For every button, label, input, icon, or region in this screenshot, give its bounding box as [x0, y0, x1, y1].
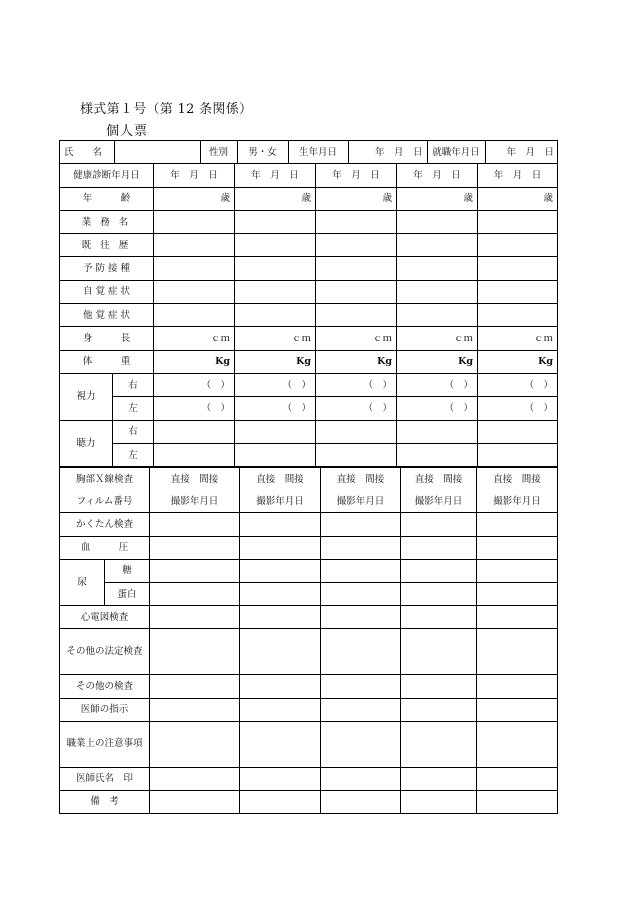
- personal-record-upper-table: [59, 140, 558, 467]
- history-row: [60, 234, 558, 257]
- remarks-cell[interactable]: [240, 790, 321, 813]
- other-legal-exam-cell[interactable]: [477, 629, 558, 675]
- remarks-cell[interactable]: [321, 790, 401, 813]
- subjective-symptoms-cell[interactable]: [316, 280, 397, 303]
- other-exam-label: その他の検査: [60, 675, 150, 698]
- ecg-row: [60, 606, 558, 629]
- sputum-row: [60, 513, 558, 536]
- weight-cell[interactable]: Kg: [397, 350, 478, 373]
- history-label: 既 往 歴: [60, 234, 154, 257]
- blood-pressure-cell[interactable]: [477, 536, 558, 559]
- vaccination-label: 予 防 接 種: [60, 257, 154, 280]
- job-cell[interactable]: [154, 210, 235, 233]
- sex-options[interactable]: 男・女: [237, 141, 288, 163]
- xray-method-cell[interactable]: 直接 間接: [401, 468, 477, 491]
- height-cell[interactable]: ｃｍ: [235, 327, 316, 350]
- name-row: [60, 141, 558, 164]
- other-legal-exam-cell[interactable]: [240, 629, 321, 675]
- height-label: 身 長: [60, 327, 154, 350]
- blood-pressure-cell[interactable]: [150, 536, 240, 559]
- birth-date-label: 生年月日: [288, 141, 348, 163]
- history-cell[interactable]: [316, 234, 397, 257]
- subjective-symptoms-label: 自 覚 症 状: [60, 280, 154, 303]
- remarks-cell[interactable]: [477, 790, 558, 813]
- vision-left-cell[interactable]: （ ）: [397, 397, 478, 420]
- job-cell[interactable]: [397, 210, 478, 233]
- history-cell[interactable]: [235, 234, 316, 257]
- doctor-name-cell[interactable]: [150, 767, 240, 790]
- hearing-left-cell[interactable]: [478, 443, 558, 466]
- age-cell[interactable]: 歳: [154, 187, 235, 210]
- ecg-cell[interactable]: [240, 606, 321, 629]
- vision-left-cell[interactable]: （ ）: [154, 397, 235, 420]
- work-notes-label: 職業上の注意事項: [60, 721, 150, 767]
- work-notes-cell[interactable]: [477, 721, 558, 767]
- height-cell[interactable]: ｃｍ: [397, 327, 478, 350]
- work-notes-cell[interactable]: [240, 721, 321, 767]
- other-legal-exam-row: [60, 629, 558, 675]
- weight-cell[interactable]: Kg: [316, 350, 397, 373]
- vaccination-cell[interactable]: [235, 257, 316, 280]
- vision-group: [60, 373, 154, 420]
- exam-date-row: [60, 164, 558, 187]
- vision-right-row: [60, 373, 558, 396]
- sputum-label: かくたん検査: [60, 513, 150, 536]
- sputum-cell[interactable]: [150, 513, 240, 536]
- subjective-symptoms-cell[interactable]: [154, 280, 235, 303]
- other-exam-cell[interactable]: [240, 675, 321, 698]
- vision-label: 視力: [60, 374, 113, 420]
- vaccination-row: [60, 257, 558, 280]
- age-label: 年 齢: [60, 187, 154, 210]
- weight-label: 体 重: [60, 350, 154, 373]
- sex-label: 性別: [200, 141, 237, 163]
- personal-record-lower-table: [59, 467, 558, 814]
- doctor-name-cell[interactable]: [240, 767, 321, 790]
- age-cell[interactable]: 歳: [397, 187, 478, 210]
- subjective-symptoms-cell[interactable]: [478, 280, 558, 303]
- doctor-name-cell[interactable]: [477, 767, 558, 790]
- subjective-symptoms-cell[interactable]: [397, 280, 478, 303]
- job-label: 業 務 名: [60, 210, 154, 233]
- hearing-right-label: 右: [113, 421, 154, 444]
- vision-right-cell[interactable]: （ ）: [478, 373, 558, 396]
- hearing-right-row: [60, 420, 558, 443]
- objective-symptoms-label: 他 覚 症 状: [60, 304, 154, 327]
- doctor-instruction-label: 医師の指示: [60, 698, 150, 721]
- work-notes-cell[interactable]: [150, 721, 240, 767]
- xray-date-cell[interactable]: 撮影年月日: [401, 490, 477, 513]
- sputum-cell[interactable]: [477, 513, 558, 536]
- age-row: [60, 187, 558, 210]
- xray-row-2: [60, 490, 558, 513]
- doctor-instruction-row: [60, 698, 558, 721]
- hearing-right-cell[interactable]: [316, 420, 397, 443]
- xray-date-cell[interactable]: 撮影年月日: [240, 490, 321, 513]
- vaccination-cell[interactable]: [397, 257, 478, 280]
- urine-protein-cell[interactable]: [150, 582, 240, 605]
- other-exam-cell[interactable]: [150, 675, 240, 698]
- blood-pressure-row: [60, 536, 558, 559]
- remarks-cell[interactable]: [150, 790, 240, 813]
- xray-row-1: [60, 468, 558, 491]
- vision-right-cell[interactable]: （ ）: [154, 373, 235, 396]
- ecg-cell[interactable]: [150, 606, 240, 629]
- remarks-row: [60, 790, 558, 813]
- urine-protein-label: 蛋白: [105, 582, 150, 605]
- job-cell[interactable]: [316, 210, 397, 233]
- birth-date-field[interactable]: 年 月 日: [348, 141, 427, 163]
- history-cell[interactable]: [154, 234, 235, 257]
- hearing-left-cell[interactable]: [235, 443, 316, 466]
- blood-pressure-cell[interactable]: [240, 536, 321, 559]
- other-exam-cell[interactable]: [401, 675, 477, 698]
- age-cell[interactable]: 歳: [235, 187, 316, 210]
- vision-right-cell[interactable]: （ ）: [235, 373, 316, 396]
- xray-method-cell[interactable]: 直接 間接: [150, 468, 240, 491]
- hearing-left-cell[interactable]: [154, 443, 235, 466]
- doctor-instruction-cell[interactable]: [477, 698, 558, 721]
- height-cell[interactable]: ｃｍ: [316, 327, 397, 350]
- sputum-cell[interactable]: [240, 513, 321, 536]
- xray-label: 胸部Ｘ線検査: [60, 468, 150, 491]
- weight-cell[interactable]: Kg: [154, 350, 235, 373]
- age-cell[interactable]: 歳: [316, 187, 397, 210]
- vaccination-cell[interactable]: [316, 257, 397, 280]
- other-exam-cell[interactable]: [477, 675, 558, 698]
- urine-protein-cell[interactable]: [477, 582, 558, 605]
- form-caption: 様式第１号（第 12 条関係）: [80, 102, 253, 117]
- objective-symptoms-cell[interactable]: [478, 304, 558, 327]
- name-label: 氏 名: [60, 141, 114, 163]
- subjective-symptoms-cell[interactable]: [235, 280, 316, 303]
- ecg-label: 心電図検査: [60, 606, 150, 629]
- job-cell[interactable]: [478, 210, 558, 233]
- height-cell[interactable]: ｃｍ: [478, 327, 558, 350]
- blood-pressure-cell[interactable]: [321, 536, 401, 559]
- work-notes-cell[interactable]: [401, 721, 477, 767]
- objective-symptoms-cell[interactable]: [235, 304, 316, 327]
- work-notes-row: [60, 721, 558, 767]
- xray-date-cell[interactable]: 撮影年月日: [477, 490, 558, 513]
- doctor-name-cell[interactable]: [321, 767, 401, 790]
- job-row: [60, 210, 558, 233]
- exam-date-cell[interactable]: 年 月 日: [235, 164, 316, 187]
- doctor-instruction-cell[interactable]: [240, 698, 321, 721]
- vision-right-label: 右: [113, 374, 154, 397]
- urine-protein-cell[interactable]: [240, 582, 321, 605]
- xray-date-cell[interactable]: 撮影年月日: [150, 490, 240, 513]
- other-exam-row: [60, 675, 558, 698]
- urine-sugar-cell[interactable]: [150, 559, 240, 582]
- hearing-left-cell[interactable]: [397, 443, 478, 466]
- objective-symptoms-row: [60, 304, 558, 327]
- sputum-cell[interactable]: [401, 513, 477, 536]
- weight-cell[interactable]: Kg: [235, 350, 316, 373]
- other-legal-exam-cell[interactable]: [321, 629, 401, 675]
- name-field[interactable]: [114, 141, 200, 163]
- urine-sugar-cell[interactable]: [401, 559, 477, 582]
- exam-date-cell[interactable]: 年 月 日: [154, 164, 235, 187]
- urine-sugar-cell[interactable]: [321, 559, 401, 582]
- hearing-left-label: 左: [113, 443, 154, 466]
- hearing-right-cell[interactable]: [235, 420, 316, 443]
- hearing-left-cell[interactable]: [316, 443, 397, 466]
- other-legal-exam-cell[interactable]: [150, 629, 240, 675]
- doctor-name-row: [60, 767, 558, 790]
- vision-left-label: 左: [113, 397, 154, 420]
- employment-date-label: 就職年月日: [427, 141, 485, 163]
- exam-date-cell[interactable]: 年 月 日: [478, 164, 558, 187]
- ecg-cell[interactable]: [321, 606, 401, 629]
- xray-method-cell[interactable]: 直接 間接: [321, 468, 401, 491]
- urine-label: 尿: [60, 560, 105, 605]
- employment-date-field[interactable]: 年 月 日: [485, 141, 558, 163]
- blood-pressure-cell[interactable]: [401, 536, 477, 559]
- ecg-cell[interactable]: [477, 606, 558, 629]
- doctor-name-cell[interactable]: [401, 767, 477, 790]
- doctor-instruction-cell[interactable]: [321, 698, 401, 721]
- doctor-instruction-cell[interactable]: [401, 698, 477, 721]
- hearing-right-cell[interactable]: [478, 420, 558, 443]
- objective-symptoms-cell[interactable]: [397, 304, 478, 327]
- vaccination-cell[interactable]: [154, 257, 235, 280]
- xray-date-cell[interactable]: 撮影年月日: [321, 490, 401, 513]
- other-legal-exam-cell[interactable]: [401, 629, 477, 675]
- vision-right-cell[interactable]: （ ）: [397, 373, 478, 396]
- blood-pressure-label: 血 圧: [60, 536, 150, 559]
- job-cell[interactable]: [235, 210, 316, 233]
- doctor-instruction-cell[interactable]: [150, 698, 240, 721]
- exam-date-cell[interactable]: 年 月 日: [397, 164, 478, 187]
- age-cell[interactable]: 歳: [478, 187, 558, 210]
- height-row: [60, 327, 558, 350]
- hearing-right-cell[interactable]: [154, 420, 235, 443]
- other-legal-exam-label: その他の法定検査: [60, 629, 150, 675]
- vision-left-cell[interactable]: （ ）: [478, 397, 558, 420]
- xray-method-cell[interactable]: 直接 間接: [240, 468, 321, 491]
- subjective-symptoms-row: [60, 280, 558, 303]
- height-cell[interactable]: ｃｍ: [154, 327, 235, 350]
- vision-left-cell[interactable]: （ ）: [316, 397, 397, 420]
- urine-group: [60, 559, 150, 605]
- urine-sugar-label: 糖: [105, 560, 150, 583]
- hearing-right-cell[interactable]: [397, 420, 478, 443]
- history-cell[interactable]: [478, 234, 558, 257]
- hearing-label: 聴力: [60, 421, 113, 467]
- weight-cell[interactable]: Kg: [478, 350, 558, 373]
- exam-date-cell[interactable]: 年 月 日: [316, 164, 397, 187]
- document-title: 個人票: [106, 124, 149, 139]
- film-number-label: フィルム番号: [60, 490, 150, 513]
- exam-date-label: 健康診断年月日: [60, 164, 154, 187]
- urine-sugar-cell[interactable]: [477, 559, 558, 582]
- remarks-label: 備 考: [60, 790, 150, 813]
- sputum-cell[interactable]: [321, 513, 401, 536]
- ecg-cell[interactable]: [401, 606, 477, 629]
- vision-left-cell[interactable]: （ ）: [235, 397, 316, 420]
- other-exam-cell[interactable]: [321, 675, 401, 698]
- urine-protein-cell[interactable]: [401, 582, 477, 605]
- objective-symptoms-cell[interactable]: [316, 304, 397, 327]
- remarks-cell[interactable]: [401, 790, 477, 813]
- doctor-name-label: 医師氏名 印: [60, 767, 150, 790]
- work-notes-cell[interactable]: [321, 721, 401, 767]
- xray-method-cell[interactable]: 直接 間接: [477, 468, 558, 491]
- history-cell[interactable]: [397, 234, 478, 257]
- vision-right-cell[interactable]: （ ）: [316, 373, 397, 396]
- hearing-group: [60, 420, 154, 467]
- urine-sugar-cell[interactable]: [240, 559, 321, 582]
- urine-protein-cell[interactable]: [321, 582, 401, 605]
- vaccination-cell[interactable]: [478, 257, 558, 280]
- objective-symptoms-cell[interactable]: [154, 304, 235, 327]
- weight-row: [60, 350, 558, 373]
- urine-sugar-row: [60, 559, 558, 582]
